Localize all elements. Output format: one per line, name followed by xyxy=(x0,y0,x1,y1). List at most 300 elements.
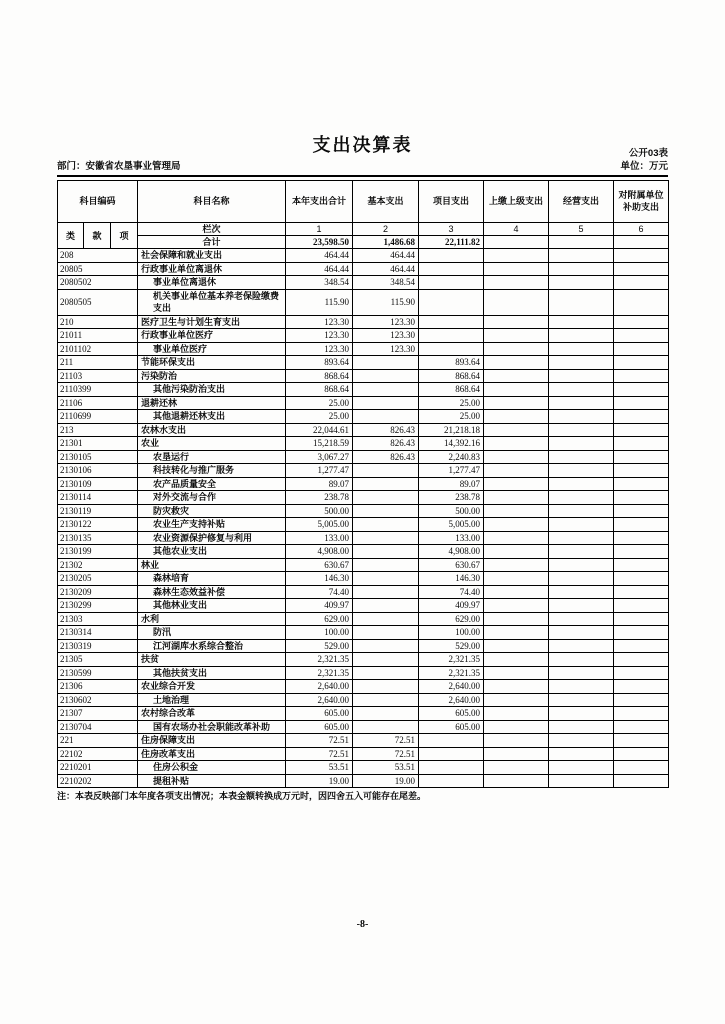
value-cell xyxy=(484,464,549,478)
subject-name-cell: 农林水支出 xyxy=(138,423,286,437)
value-cell: 123.30 xyxy=(286,315,353,329)
subject-name-cell: 农业 xyxy=(138,437,286,451)
subject-code-cell: 2130109 xyxy=(58,477,138,491)
value-cell: 19.00 xyxy=(286,774,353,788)
table-row xyxy=(58,410,669,424)
total-value xyxy=(549,236,614,249)
table-row xyxy=(58,612,669,626)
value-cell xyxy=(484,693,549,707)
value-cell xyxy=(614,450,669,464)
lanci-value: 2 xyxy=(353,223,419,236)
value-cell xyxy=(484,289,549,315)
value-cell xyxy=(549,342,614,356)
subject-code-cell: 2130199 xyxy=(58,545,138,559)
table-row xyxy=(58,572,669,586)
value-cell: 893.64 xyxy=(286,356,353,370)
value-cell xyxy=(614,491,669,505)
subject-name-cell: 医疗卫生与计划生育支出 xyxy=(138,315,286,329)
table-row xyxy=(58,464,669,478)
header-col-1: 本年支出合计 xyxy=(286,181,353,223)
value-cell: 72.51 xyxy=(353,734,419,748)
value-cell: 14,392.16 xyxy=(419,437,484,451)
value-cell xyxy=(549,410,614,424)
subject-code-cell: 21305 xyxy=(58,653,138,667)
value-cell xyxy=(353,585,419,599)
lanci-value: 6 xyxy=(614,223,669,236)
value-cell xyxy=(484,747,549,761)
value-cell: 25.00 xyxy=(419,410,484,424)
value-cell xyxy=(549,396,614,410)
value-cell xyxy=(549,747,614,761)
value-cell xyxy=(549,639,614,653)
value-cell xyxy=(353,531,419,545)
subject-name-cell: 森林生态效益补偿 xyxy=(138,585,286,599)
value-cell: 72.51 xyxy=(286,734,353,748)
table-row xyxy=(58,262,669,276)
value-cell: 500.00 xyxy=(286,504,353,518)
value-cell: 19.00 xyxy=(353,774,419,788)
value-cell xyxy=(614,572,669,586)
subject-code-cell: 2130205 xyxy=(58,572,138,586)
value-cell: 25.00 xyxy=(286,396,353,410)
value-cell xyxy=(614,653,669,667)
value-cell: 25.00 xyxy=(419,396,484,410)
value-cell: 4,908.00 xyxy=(419,545,484,559)
value-cell xyxy=(484,572,549,586)
value-cell xyxy=(419,262,484,276)
value-cell xyxy=(353,693,419,707)
value-cell: 74.40 xyxy=(419,585,484,599)
subject-name-cell: 事业单位离退休 xyxy=(138,276,286,290)
total-value: 22,111.82 xyxy=(419,236,484,249)
header-col-2: 基本支出 xyxy=(353,181,419,223)
subject-name-cell: 其他污染防治支出 xyxy=(138,383,286,397)
value-cell xyxy=(549,720,614,734)
value-cell xyxy=(549,653,614,667)
value-cell xyxy=(353,720,419,734)
header-col-3: 项目支出 xyxy=(419,181,484,223)
total-value: 23,598.50 xyxy=(286,236,353,249)
value-cell xyxy=(353,356,419,370)
table-row xyxy=(58,249,669,263)
table-row xyxy=(58,653,669,667)
value-cell xyxy=(549,289,614,315)
table-row xyxy=(58,329,669,343)
value-cell: 826.43 xyxy=(353,450,419,464)
value-cell xyxy=(353,491,419,505)
value-cell xyxy=(353,572,419,586)
header-lei: 类 xyxy=(58,223,84,249)
document-content xyxy=(57,147,668,803)
value-cell xyxy=(614,599,669,613)
value-cell xyxy=(549,518,614,532)
value-cell xyxy=(484,518,549,532)
value-cell xyxy=(549,450,614,464)
department-label: 部门：安徽省农垦事业管理局 xyxy=(57,161,181,172)
value-cell: 2,321.35 xyxy=(419,653,484,667)
subject-code-cell: 21306 xyxy=(58,680,138,694)
subject-name-cell: 事业单位医疗 xyxy=(138,342,286,356)
value-cell: 72.51 xyxy=(286,747,353,761)
value-cell xyxy=(484,356,549,370)
value-cell xyxy=(614,558,669,572)
value-cell xyxy=(484,329,549,343)
value-cell: 826.43 xyxy=(353,437,419,451)
value-cell xyxy=(484,504,549,518)
value-cell: 500.00 xyxy=(419,504,484,518)
value-cell xyxy=(353,464,419,478)
header-row xyxy=(58,181,669,223)
subject-name-cell: 防灾救灾 xyxy=(138,504,286,518)
value-cell xyxy=(549,612,614,626)
column-index-row xyxy=(58,223,669,236)
header-col-4: 上缴上级支出 xyxy=(484,181,549,223)
value-cell xyxy=(549,531,614,545)
lanci-value: 4 xyxy=(484,223,549,236)
value-cell: 629.00 xyxy=(419,612,484,626)
header-col-6: 对附属单位补助支出 xyxy=(614,181,669,223)
meta-row xyxy=(57,161,668,177)
table-row xyxy=(58,437,669,451)
table-row xyxy=(58,491,669,505)
lanci-label: 栏次 xyxy=(138,223,286,236)
value-cell xyxy=(549,504,614,518)
value-cell xyxy=(484,653,549,667)
table-body xyxy=(58,249,669,788)
value-cell: 100.00 xyxy=(286,626,353,640)
value-cell xyxy=(614,289,669,315)
value-cell xyxy=(549,666,614,680)
value-cell xyxy=(484,558,549,572)
subject-name-cell: 对外交流与合作 xyxy=(138,491,286,505)
subject-code-cell: 2130105 xyxy=(58,450,138,464)
subject-code-cell: 2110399 xyxy=(58,383,138,397)
subject-name-cell: 行政事业单位离退休 xyxy=(138,262,286,276)
value-cell xyxy=(353,707,419,721)
value-cell xyxy=(549,262,614,276)
value-cell: 5,005.00 xyxy=(286,518,353,532)
value-cell xyxy=(484,276,549,290)
value-cell xyxy=(614,693,669,707)
value-cell xyxy=(614,437,669,451)
subject-name-cell: 农业资源保护修复与利用 xyxy=(138,531,286,545)
value-cell xyxy=(484,369,549,383)
subject-name-cell: 社会保障和就业支出 xyxy=(138,249,286,263)
value-cell: 115.90 xyxy=(353,289,419,315)
page-number: -8- xyxy=(356,919,369,930)
subject-name-cell: 节能环保支出 xyxy=(138,356,286,370)
subject-code-cell: 2110699 xyxy=(58,410,138,424)
value-cell: 629.00 xyxy=(286,612,353,626)
table-row xyxy=(58,342,669,356)
value-cell xyxy=(353,626,419,640)
value-cell xyxy=(614,356,669,370)
subject-name-cell: 农业综合开发 xyxy=(138,680,286,694)
table-row xyxy=(58,558,669,572)
value-cell xyxy=(419,761,484,775)
value-cell: 2,321.35 xyxy=(286,666,353,680)
subject-code-cell: 211 xyxy=(58,356,138,370)
value-cell xyxy=(549,369,614,383)
value-cell xyxy=(419,774,484,788)
value-cell xyxy=(484,249,549,263)
subject-name-cell: 住房公积金 xyxy=(138,761,286,775)
table-row xyxy=(58,369,669,383)
value-cell: 133.00 xyxy=(286,531,353,545)
value-cell xyxy=(484,720,549,734)
subject-name-cell: 林业 xyxy=(138,558,286,572)
value-cell xyxy=(484,626,549,640)
subject-code-cell: 208 xyxy=(58,249,138,263)
value-cell xyxy=(614,720,669,734)
value-cell xyxy=(549,599,614,613)
value-cell xyxy=(484,410,549,424)
value-cell: 89.07 xyxy=(286,477,353,491)
value-cell: 630.67 xyxy=(419,558,484,572)
table-row xyxy=(58,504,669,518)
value-cell xyxy=(614,626,669,640)
value-cell xyxy=(484,666,549,680)
subject-code-cell: 2130314 xyxy=(58,626,138,640)
subject-code-cell: 2130119 xyxy=(58,504,138,518)
subject-code-cell: 22102 xyxy=(58,747,138,761)
value-cell: 409.97 xyxy=(419,599,484,613)
value-cell: 605.00 xyxy=(419,707,484,721)
value-cell xyxy=(484,612,549,626)
table-row xyxy=(58,639,669,653)
value-cell: 464.44 xyxy=(286,262,353,276)
subject-code-cell: 210 xyxy=(58,315,138,329)
value-cell: 1,277.47 xyxy=(286,464,353,478)
value-cell xyxy=(549,329,614,343)
value-cell: 464.44 xyxy=(353,262,419,276)
value-cell xyxy=(484,491,549,505)
lanci-value: 3 xyxy=(419,223,484,236)
value-cell xyxy=(614,342,669,356)
value-cell xyxy=(549,383,614,397)
header-xiang: 项 xyxy=(111,223,138,249)
value-cell xyxy=(353,545,419,559)
table-row xyxy=(58,761,669,775)
total-value xyxy=(484,236,549,249)
value-cell: 53.51 xyxy=(286,761,353,775)
value-cell xyxy=(549,572,614,586)
subject-name-cell: 其他扶贫支出 xyxy=(138,666,286,680)
value-cell xyxy=(614,262,669,276)
value-cell xyxy=(353,639,419,653)
footnote: 注：本表反映部门本年度各项支出情况；本表金额转换成万元时，因四舍五入可能存在尾差。 xyxy=(57,791,427,801)
value-cell xyxy=(549,437,614,451)
value-cell xyxy=(549,464,614,478)
value-cell: 21,218.18 xyxy=(419,423,484,437)
value-cell xyxy=(614,369,669,383)
table-row xyxy=(58,707,669,721)
subject-code-cell: 2130602 xyxy=(58,693,138,707)
value-cell xyxy=(353,396,419,410)
value-cell: 5,005.00 xyxy=(419,518,484,532)
value-cell xyxy=(614,585,669,599)
value-cell xyxy=(549,707,614,721)
total-row xyxy=(58,236,669,249)
value-cell xyxy=(484,531,549,545)
subject-name-cell: 农垦运行 xyxy=(138,450,286,464)
value-cell: 826.43 xyxy=(353,423,419,437)
value-cell xyxy=(353,680,419,694)
value-cell xyxy=(614,396,669,410)
subject-name-cell: 污染防治 xyxy=(138,369,286,383)
subject-name-cell: 农业生产支持补贴 xyxy=(138,518,286,532)
value-cell xyxy=(419,289,484,315)
value-cell xyxy=(484,707,549,721)
table-row xyxy=(58,545,669,559)
subject-code-cell: 221 xyxy=(58,734,138,748)
value-cell: 464.44 xyxy=(286,249,353,263)
subject-code-cell: 2130704 xyxy=(58,720,138,734)
value-cell xyxy=(614,329,669,343)
table-row xyxy=(58,423,669,437)
value-cell xyxy=(484,342,549,356)
value-cell: 2,321.35 xyxy=(419,666,484,680)
subject-code-cell: 21302 xyxy=(58,558,138,572)
value-cell xyxy=(419,249,484,263)
value-cell xyxy=(614,518,669,532)
value-cell xyxy=(484,262,549,276)
total-label: 合计 xyxy=(138,236,286,249)
value-cell: 348.54 xyxy=(286,276,353,290)
lanci-value: 5 xyxy=(549,223,614,236)
subject-code-cell: 2130114 xyxy=(58,491,138,505)
value-cell: 630.67 xyxy=(286,558,353,572)
value-cell: 4,908.00 xyxy=(286,545,353,559)
subject-code-cell: 21103 xyxy=(58,369,138,383)
subject-name-cell: 提租补贴 xyxy=(138,774,286,788)
value-cell xyxy=(549,545,614,559)
table-row xyxy=(58,276,669,290)
value-cell xyxy=(614,747,669,761)
header-subject-name: 科目名称 xyxy=(138,181,286,223)
lanci-value: 1 xyxy=(286,223,353,236)
value-cell xyxy=(614,774,669,788)
subject-name-cell: 防汛 xyxy=(138,626,286,640)
value-cell xyxy=(419,276,484,290)
value-cell: 2,240.83 xyxy=(419,450,484,464)
value-cell xyxy=(419,734,484,748)
subject-code-cell: 2080505 xyxy=(58,289,138,315)
expenditure-table xyxy=(57,180,669,788)
value-cell: 146.30 xyxy=(419,572,484,586)
value-cell: 72.51 xyxy=(353,747,419,761)
value-cell xyxy=(549,423,614,437)
value-cell xyxy=(614,315,669,329)
value-cell xyxy=(484,734,549,748)
table-row xyxy=(58,356,669,370)
table-row xyxy=(58,396,669,410)
value-cell xyxy=(549,276,614,290)
subject-name-cell: 其他退耕还林支出 xyxy=(138,410,286,424)
value-cell: 409.97 xyxy=(286,599,353,613)
value-cell: 2,640.00 xyxy=(286,680,353,694)
value-cell xyxy=(614,761,669,775)
subject-name-cell: 住房保障支出 xyxy=(138,734,286,748)
unit-label: 单位：万元 xyxy=(620,161,668,172)
value-cell xyxy=(484,639,549,653)
subject-code-cell: 2130599 xyxy=(58,666,138,680)
value-cell xyxy=(419,315,484,329)
value-cell xyxy=(353,369,419,383)
value-cell: 893.64 xyxy=(419,356,484,370)
value-cell xyxy=(353,612,419,626)
value-cell xyxy=(614,734,669,748)
value-cell xyxy=(484,585,549,599)
subject-name-cell: 水利 xyxy=(138,612,286,626)
value-cell xyxy=(549,693,614,707)
subject-code-cell: 21301 xyxy=(58,437,138,451)
subject-name-cell: 科技转化与推广服务 xyxy=(138,464,286,478)
value-cell: 100.00 xyxy=(419,626,484,640)
value-cell xyxy=(549,585,614,599)
total-value: 1,486.68 xyxy=(353,236,419,249)
subject-code-cell: 21303 xyxy=(58,612,138,626)
subject-name-cell: 扶贫 xyxy=(138,653,286,667)
value-cell xyxy=(614,680,669,694)
value-cell xyxy=(614,531,669,545)
subject-name-cell: 国有农场办社会职能改革补助 xyxy=(138,720,286,734)
value-cell xyxy=(614,464,669,478)
value-cell: 605.00 xyxy=(286,720,353,734)
table-row xyxy=(58,626,669,640)
subject-name-cell: 江河湖库水系综合整治 xyxy=(138,639,286,653)
value-cell xyxy=(549,477,614,491)
value-cell xyxy=(614,504,669,518)
header-col-5: 经营支出 xyxy=(549,181,614,223)
subject-name-cell: 机关事业单位基本养老保险缴费支出 xyxy=(138,289,286,315)
value-cell: 133.00 xyxy=(419,531,484,545)
value-cell: 3,067.27 xyxy=(286,450,353,464)
subject-name-cell: 行政事业单位医疗 xyxy=(138,329,286,343)
subject-name-cell: 住房改革支出 xyxy=(138,747,286,761)
value-cell xyxy=(549,626,614,640)
subject-name-cell: 其他林业支出 xyxy=(138,599,286,613)
value-cell xyxy=(484,545,549,559)
value-cell xyxy=(614,249,669,263)
subject-code-cell: 2080502 xyxy=(58,276,138,290)
value-cell xyxy=(614,477,669,491)
subject-code-cell: 2130299 xyxy=(58,599,138,613)
table-row xyxy=(58,734,669,748)
table-row xyxy=(58,747,669,761)
value-cell xyxy=(419,342,484,356)
table-row xyxy=(58,720,669,734)
subject-code-cell: 2130319 xyxy=(58,639,138,653)
table-row xyxy=(58,666,669,680)
table-row xyxy=(58,383,669,397)
value-cell: 123.30 xyxy=(353,315,419,329)
form-code: 公开03表 xyxy=(628,148,668,159)
value-cell xyxy=(549,558,614,572)
table-row xyxy=(58,477,669,491)
value-cell xyxy=(614,423,669,437)
value-cell xyxy=(549,315,614,329)
table-row xyxy=(58,680,669,694)
subject-code-cell: 2130209 xyxy=(58,585,138,599)
table-row xyxy=(58,518,669,532)
value-cell: 2,321.35 xyxy=(286,653,353,667)
subject-code-cell: 21106 xyxy=(58,396,138,410)
subject-code-cell: 21011 xyxy=(58,329,138,343)
value-cell: 123.30 xyxy=(353,342,419,356)
value-cell xyxy=(484,599,549,613)
value-cell xyxy=(484,437,549,451)
